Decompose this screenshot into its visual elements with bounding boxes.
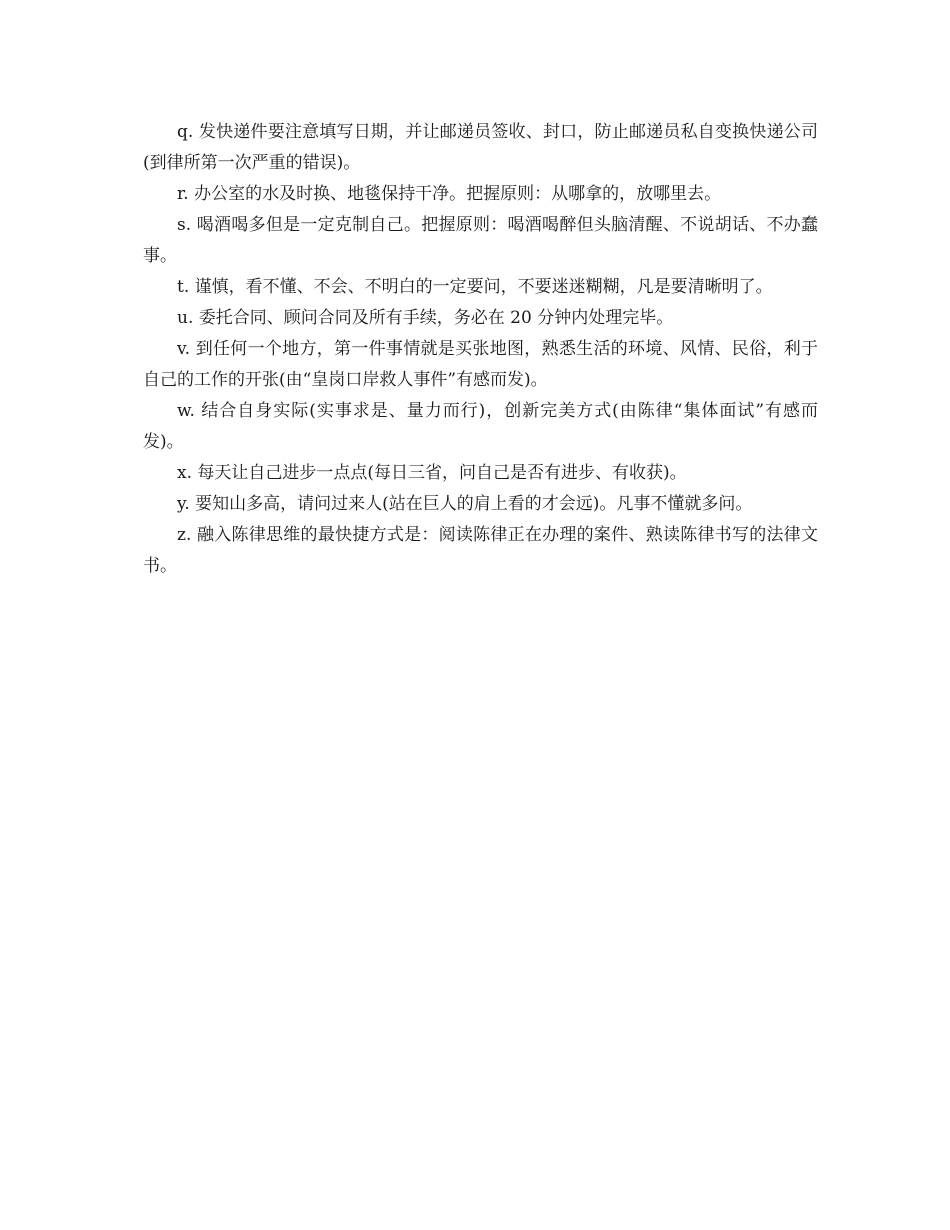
paragraph-y: y. 要知山多高，请问过来人(站在巨人的肩上看的才会远)。凡事不懂就多问。 — [177, 494, 753, 514]
paragraph-x: x. 每天让自己进步一点点(每日三省，问自己是否有进步、有收获)。 — [177, 463, 687, 483]
paragraph-u: u. 委托合同、顾问合同及所有手续，务必在 20 分钟内处理完毕。 — [177, 308, 674, 328]
paragraph-w: w. 结合自身实际(实事求是、量力而行)，创新完美方式(由陈律“集体面试”有感而发)。 — [143, 401, 818, 452]
paragraph-v: v. 到任何一个地方，第一件事情就是买张地图，熟悉生活的环境、风情、民俗，利于自己的工作的开张(由“皇岗口岸救人事件”有感而发)。 — [143, 339, 818, 390]
paragraph-s: s. 喝酒喝多但是一定克制自己。把握原则：喝酒喝醉但头脑清醒、不说胡话、不办蠢事。 — [143, 215, 818, 266]
paragraph-q: q. 发快递件要注意填写日期，并让邮递员签收、封口，防止邮递员私自变换快递公司(到律所第一次严重的错误)。 — [143, 122, 818, 173]
document-body — [143, 117, 818, 582]
paragraph-z: z. 融入陈律思维的最快捷方式是：阅读陈律正在办理的案件、熟读陈律书写的法律文书。 — [143, 525, 818, 576]
paragraph-r: r. 办公室的水及时换、地毯保持干净。把握原则：从哪拿的，放哪里去。 — [177, 184, 722, 204]
paragraph-t: t. 谨慎，看不懂、不会、不明白的一定要问，不要迷迷糊糊，凡是要清晰明了。 — [177, 277, 773, 297]
